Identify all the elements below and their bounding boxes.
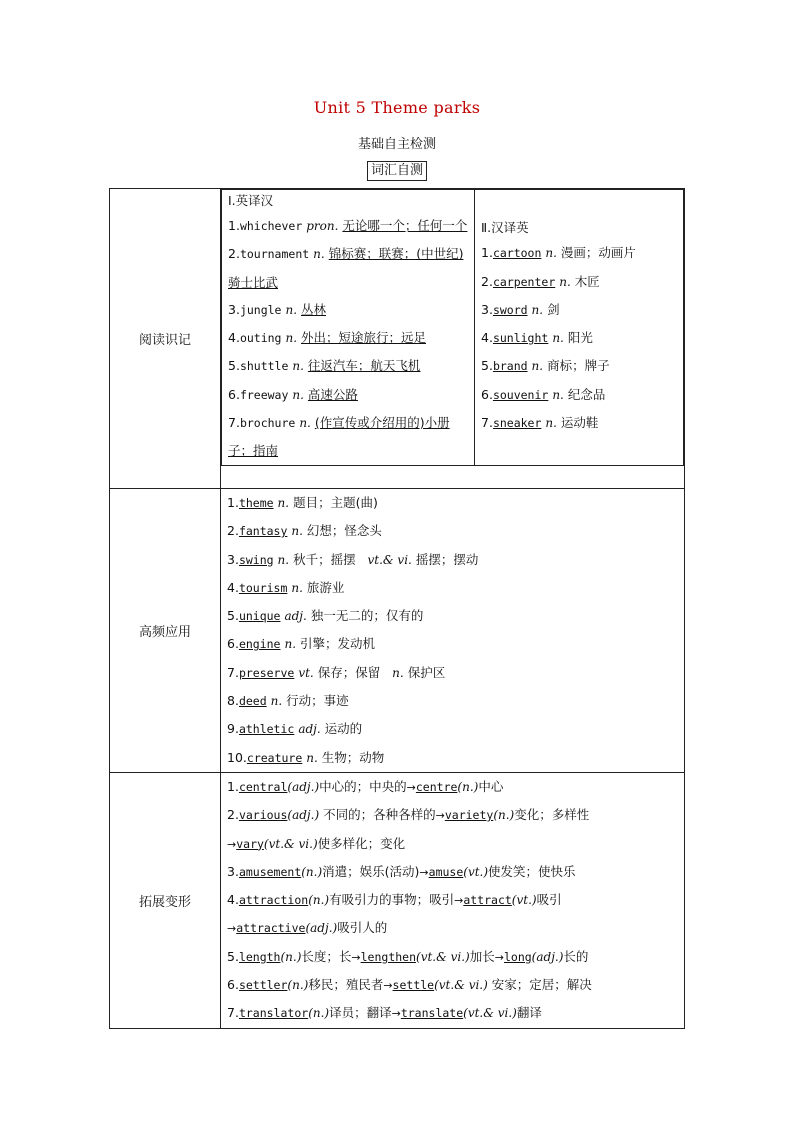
answer-word: vary — [236, 836, 264, 851]
item-number: 3. — [227, 863, 239, 879]
part-of-speech: (n.) — [287, 978, 309, 993]
vocab-meaning: 引擎；发动机 — [300, 636, 376, 652]
vocab-meaning: 生物；动物 — [321, 749, 385, 765]
high-freq-list — [221, 489, 684, 772]
vocab-meaning: 商标；牌子 — [547, 358, 610, 374]
en-cn-item — [222, 409, 474, 465]
arrow-icon: → — [391, 1007, 401, 1021]
part-of-speech: (vt.) — [511, 893, 537, 908]
part-of-speech: n. — [285, 331, 298, 346]
en-cn-list — [222, 212, 474, 465]
item-number: 2. — [227, 807, 239, 823]
item-number: 8. — [227, 693, 239, 709]
answer-word: centre — [415, 779, 458, 794]
part-of-speech: n. — [531, 359, 544, 374]
vocab-word: whichever — [239, 219, 303, 233]
en-cn-heading: Ⅰ.英译汉 — [228, 193, 274, 208]
answer-word: length — [238, 949, 281, 964]
answer-word: engine — [238, 637, 281, 652]
vocab-word: freeway — [239, 387, 289, 402]
answer-word: brand — [492, 359, 528, 374]
answer-meaning: 丛林 — [301, 301, 327, 317]
vocab-meaning: 变化；多样性 — [514, 807, 590, 823]
item-number: 7. — [481, 415, 493, 431]
extension-item — [221, 773, 684, 801]
vocab-meaning: 阳光 — [567, 330, 593, 346]
high-freq-item — [221, 659, 684, 687]
extension-item — [221, 886, 684, 914]
item-number: 7. — [228, 415, 240, 431]
vocab-word: outing — [239, 331, 282, 346]
item-number: 2. — [481, 273, 493, 289]
part-of-speech-2: vt.& vi. — [367, 552, 412, 567]
vocab-meaning: 运动的 — [324, 721, 363, 737]
item-number: 5. — [228, 358, 240, 374]
item-number: 10. — [227, 749, 247, 765]
en-cn-item — [222, 381, 474, 409]
part-of-speech: pron. — [306, 219, 339, 233]
answer-word: preserve — [238, 665, 295, 680]
part-of-speech: n. — [291, 580, 303, 595]
vocab-meaning: 吸引人的 — [337, 920, 388, 936]
vocab-meaning: 不同的；各种各样的 — [319, 807, 436, 823]
vocab-meaning: 木匠 — [574, 273, 600, 289]
vocab-word: jungle — [239, 302, 282, 317]
part-of-speech: (vt.& vi.) — [434, 978, 488, 993]
arrow-icon: → — [494, 950, 504, 964]
high-freq-content — [221, 489, 685, 773]
cn-en-item — [475, 268, 683, 296]
vocab-meaning: 漫画；动画片 — [560, 245, 636, 261]
vocab-meaning: 幻想；怪念头 — [306, 523, 382, 539]
part-of-speech: adj. — [298, 722, 321, 737]
part-of-speech-2: n. — [392, 665, 404, 680]
cn-en-column — [475, 190, 684, 466]
item-number: 6. — [228, 386, 240, 402]
section-label: 词汇自测 — [367, 161, 427, 181]
answer-word: settle — [392, 978, 435, 993]
cn-en-item — [475, 239, 683, 267]
vocab-meaning: 剑 — [547, 301, 560, 317]
item-number: 7. — [227, 664, 239, 680]
vocab-meaning: 中心的；中央的 — [319, 778, 407, 794]
extension-item — [221, 971, 684, 999]
extension-item — [221, 830, 684, 858]
answer-word: lengthen — [360, 949, 417, 964]
answer-meaning: 无论哪一个；任何一个 — [342, 218, 468, 233]
en-cn-item — [222, 240, 474, 296]
vocab-meaning: 消遣；娱乐(活动) — [322, 863, 420, 879]
en-cn-item — [222, 296, 474, 324]
extension-item — [221, 858, 684, 886]
answer-word: various — [238, 808, 288, 823]
part-of-speech: (adj.) — [531, 949, 564, 964]
answer-word: tourism — [238, 580, 288, 595]
item-number: 2. — [228, 246, 240, 262]
arrow-icon: → — [227, 922, 237, 936]
extension-row — [110, 772, 685, 1028]
cn-en-item — [475, 409, 683, 437]
part-of-speech: (adj.) — [305, 921, 338, 936]
high-freq-item — [221, 630, 684, 658]
extension-item — [221, 999, 684, 1027]
en-cn-item — [222, 324, 474, 352]
part-of-speech: (n.) — [308, 893, 330, 908]
cn-en-item — [475, 381, 683, 409]
item-number: 3. — [228, 301, 240, 317]
answer-word: amusement — [238, 864, 302, 879]
answer-word: theme — [238, 496, 274, 510]
extension-content — [221, 772, 685, 1028]
part-of-speech: (vt.) — [463, 864, 489, 879]
item-number: 4. — [227, 579, 239, 595]
vocab-meaning: 独一无二的；仅有的 — [310, 608, 424, 624]
part-of-speech: n. — [291, 524, 303, 539]
part-of-speech: (vt.& vi.) — [463, 1006, 517, 1021]
vocab-meaning: 长度；长 — [301, 948, 352, 964]
page-title: Unit 5 Theme parks — [313, 98, 481, 117]
vocab-meaning: 运动鞋 — [560, 415, 599, 431]
arrow-icon: → — [351, 950, 361, 964]
vocab-meaning: 行动；事迹 — [286, 693, 349, 709]
part-of-speech: vt. — [298, 665, 314, 680]
answer-word: translate — [400, 1006, 464, 1021]
arrow-icon: → — [406, 780, 416, 794]
vocab-meaning: 加长 — [469, 948, 495, 964]
part-of-speech: n. — [559, 274, 571, 289]
vocab-meaning: 吸引 — [536, 892, 562, 908]
answer-word: central — [238, 779, 288, 794]
part-of-speech: (n.) — [280, 949, 302, 964]
part-of-speech: adj. — [284, 609, 307, 624]
vocab-meaning-2: 摇摆；摆动 — [415, 551, 479, 567]
cn-en-item — [475, 324, 683, 352]
vocab-meaning: 安家；定居；解决 — [487, 977, 592, 993]
item-number: 6. — [481, 386, 493, 402]
item-number: 5. — [227, 608, 239, 624]
high-freq-item — [221, 489, 684, 517]
answer-word: fantasy — [238, 524, 288, 539]
vocab-meaning: 有吸引力的事物；吸引 — [329, 892, 455, 908]
part-of-speech: (n.) — [457, 779, 479, 794]
item-number: 5. — [227, 948, 239, 964]
part-of-speech: (vt.& vi.) — [416, 949, 470, 964]
item-number: 9. — [227, 721, 239, 737]
answer-word: attractive — [236, 921, 306, 936]
cn-en-item — [475, 352, 683, 380]
arrow-icon: → — [454, 894, 464, 908]
part-of-speech: (n.) — [301, 864, 323, 879]
item-number: 6. — [227, 636, 239, 652]
answer-word: translator — [238, 1006, 309, 1021]
answer-word: sneaker — [492, 416, 542, 431]
vocab-meaning: 题目；主题(曲) — [293, 495, 378, 510]
reading-split — [221, 189, 684, 466]
part-of-speech: n. — [313, 247, 325, 262]
answer-word: carpenter — [492, 274, 556, 289]
part-of-speech: n. — [545, 246, 557, 261]
part-of-speech: n. — [292, 387, 304, 402]
answer-word: variety — [444, 808, 494, 823]
item-number: 1. — [228, 218, 240, 233]
item-number: 4. — [481, 330, 493, 346]
answer-word: sword — [492, 302, 528, 317]
category-reading: 阅读识记 — [110, 189, 221, 489]
answer-word: cartoon — [492, 246, 542, 261]
item-number: 3. — [227, 551, 239, 567]
extension-item — [221, 914, 684, 942]
answer-meaning: 锦标赛；联赛；(中世纪)骑士比武 — [228, 246, 464, 290]
en-cn-item — [222, 352, 474, 380]
answer-word: sunlight — [492, 331, 549, 346]
vocab-word: shuttle — [239, 359, 289, 374]
part-of-speech: n. — [552, 331, 564, 346]
vocab-meaning: 译员；翻译 — [329, 1005, 392, 1021]
vocab-meaning: 移民；殖民者 — [308, 977, 384, 993]
part-of-speech: n. — [299, 416, 311, 431]
part-of-speech: (adj.) — [287, 779, 320, 794]
en-cn-item — [222, 212, 474, 240]
part-of-speech: n. — [292, 359, 304, 374]
vocab-meaning: 使多样化；变化 — [317, 835, 406, 851]
item-number: 3. — [481, 301, 493, 317]
reading-row — [110, 189, 685, 489]
arrow-icon: → — [227, 837, 237, 851]
item-number: 2. — [227, 523, 239, 539]
cn-en-heading: Ⅱ.汉译英 — [481, 220, 529, 236]
part-of-speech: n. — [552, 387, 564, 402]
vocab-meaning: 秋千；摇摆 — [293, 551, 356, 567]
part-of-speech: n. — [306, 750, 318, 765]
part-of-speech: n. — [531, 302, 544, 317]
category-high-freq: 高频应用 — [110, 489, 221, 773]
vocab-meaning: 纪念品 — [567, 386, 606, 402]
section-label-wrap — [0, 159, 794, 181]
arrow-icon: → — [419, 865, 429, 879]
item-number: 1. — [227, 495, 239, 510]
part-of-speech: (vt.& vi.) — [263, 836, 318, 851]
item-number: 7. — [227, 1005, 239, 1021]
arrow-icon: → — [435, 809, 445, 823]
answer-word: creature — [246, 750, 303, 765]
extension-list — [221, 773, 684, 1028]
part-of-speech: n. — [270, 694, 283, 709]
part-of-speech: n. — [284, 637, 297, 652]
item-number: 6. — [227, 977, 239, 993]
answer-meaning: 往返汽车；航天飞机 — [307, 358, 421, 374]
answer-meaning: 高速公路 — [307, 386, 358, 402]
part-of-speech: n. — [285, 302, 298, 317]
answer-meaning: (作宣传或介绍用的)小册子；指南 — [228, 415, 450, 459]
answer-meaning: 外出；短途旅行；远足 — [301, 330, 427, 346]
category-extension: 拓展变形 — [110, 772, 221, 1028]
vocab-word: tournament — [239, 247, 310, 262]
part-of-speech: (n.) — [493, 808, 515, 823]
answer-word: attract — [463, 893, 512, 908]
answer-word: amuse — [428, 864, 464, 879]
vocab-meaning: 翻译 — [516, 1005, 542, 1021]
answer-word: settler — [238, 978, 288, 993]
item-number: 5. — [481, 358, 493, 374]
answer-word: unique — [238, 609, 281, 624]
answer-word: long — [503, 949, 532, 964]
en-cn-column — [222, 190, 475, 466]
high-freq-item — [221, 517, 684, 545]
vocab-meaning: 旅游业 — [306, 579, 345, 595]
item-number: 1. — [481, 245, 493, 261]
part-of-speech: n. — [277, 552, 290, 567]
answer-word: deed — [238, 694, 267, 709]
part-of-speech: n. — [277, 496, 290, 510]
part-of-speech: (n.) — [308, 1006, 330, 1021]
extension-item — [221, 801, 684, 829]
item-number: 4. — [228, 330, 240, 346]
extension-item — [221, 943, 684, 971]
cn-en-list — [475, 239, 683, 437]
answer-word: athletic — [238, 722, 295, 737]
answer-word: attraction — [238, 893, 309, 908]
high-freq-row — [110, 489, 685, 773]
vocab-meaning-2: 保护区 — [407, 664, 446, 680]
part-of-speech: n. — [545, 416, 557, 431]
subtitle: 基础自主检测 — [357, 137, 436, 152]
answer-word: swing — [238, 552, 274, 567]
high-freq-item — [221, 744, 684, 772]
arrow-icon: → — [383, 979, 393, 993]
vocab-meaning: 中心 — [478, 778, 504, 794]
high-freq-item — [221, 602, 684, 630]
answer-word: souvenir — [492, 387, 549, 402]
item-number: 1. — [227, 778, 239, 794]
item-number: 4. — [227, 892, 239, 908]
vocab-table — [109, 188, 685, 1029]
high-freq-item — [221, 574, 684, 602]
reading-content — [221, 189, 685, 489]
high-freq-item — [221, 715, 684, 743]
vocab-meaning: 保存；保留 — [317, 664, 381, 680]
part-of-speech: (adj.) — [287, 808, 320, 823]
vocab-word: brochure — [239, 416, 296, 431]
high-freq-item — [221, 687, 684, 715]
cn-en-item — [475, 296, 683, 324]
high-freq-item — [221, 546, 684, 574]
vocab-meaning: 长的 — [563, 948, 589, 964]
vocab-meaning: 使发笑；使快乐 — [488, 863, 576, 879]
